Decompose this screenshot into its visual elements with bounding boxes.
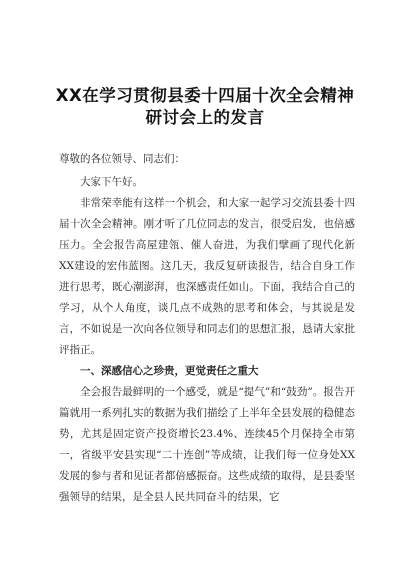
section-paragraph: 全会报告最鲜明的一个感受，就是“提气”和“鼓劲”。报告开篇就用一系列扎实的数据为我们描绘了上半年全县发展的稳健态势，尤其是固定资产投资增长23.4%、连续45个月保持全市第一，省级平安县实现“二十连创”等成绩，让我们每一位身处XX发展的参与者和见证者都倍感振奋。这些成绩的取得，是县委坚强领导的结果，是全县人民共同奋斗的结果，它 <box>59 386 355 503</box>
intro-paragraph: 非常荣幸能有这样一个机会，和大家一起学习交流县委十四届十次全会精神。刚才听了几位同志的发言，很受启发，也倍感压力。全会报告高屋建瓴、催人奋进，为我们擘画了现代化新XX建设的宏伟蓝图。这几天，我反复研读报告，结合自身工作进行思考，既心潮澎湃，也深感责任如山。下面，我结合自己的学习，从个人角度，谈几点不成熟的思考和体会，与其说是发言，不如说是一次向各位领导和同志们的思想汇报，恳请大家批评指正。 <box>59 197 355 356</box>
document-body <box>59 172 355 508</box>
salutation: 尊敬的各位领导、同志们： <box>59 153 185 165</box>
section-heading: 一、深感信心之珍贵，更觉责任之重大 <box>80 365 259 377</box>
document-title-line-2: 研讨会上的发言 <box>145 108 265 127</box>
document-title-line-1: XX在学习贯彻县委十四届十次全会精神 <box>55 86 355 105</box>
greeting-paragraph: 大家下午好。 <box>80 176 143 188</box>
